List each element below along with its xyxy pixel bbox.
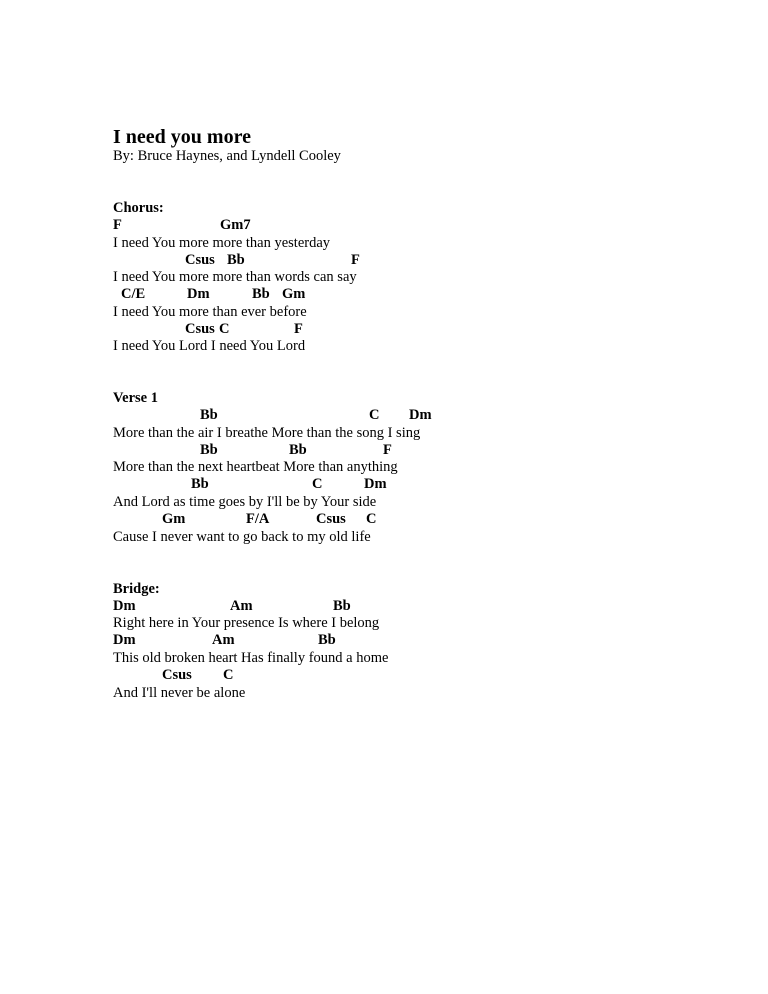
lyric-line: I need You more more than words can say (113, 269, 357, 285)
chord: Dm (187, 286, 210, 302)
chord: Bb (227, 252, 245, 268)
lyric-line: And I'll never be alone (113, 685, 246, 701)
chord: F/A (246, 511, 270, 527)
chord-line (113, 406, 432, 424)
chord-line (113, 631, 336, 649)
chord: Gm (282, 286, 306, 302)
chord-line (113, 475, 387, 493)
chord: Bb (318, 632, 336, 648)
chord: Am (212, 632, 235, 648)
chord: Bb (200, 407, 218, 423)
chord-line (113, 285, 306, 303)
chord-line (113, 216, 251, 234)
section-heading-verse-1: Verse 1 (113, 390, 158, 406)
chord: Bb (252, 286, 270, 302)
chord: C (223, 667, 234, 683)
song-byline: By: Bruce Haynes, and Lyndell Cooley (113, 148, 341, 164)
chord: F (383, 442, 392, 458)
lyric-line: Right here in Your presence Is where I belong (113, 615, 380, 631)
chord-line (113, 320, 303, 338)
chord: Dm (113, 598, 136, 614)
chord-line (113, 510, 377, 528)
lyric-line: Cause I never want to go back to my old life (113, 529, 371, 545)
lyric-line: I need You Lord I need You Lord (113, 338, 306, 354)
chord: F (294, 321, 303, 337)
chord: C (219, 321, 230, 337)
chord: Csus (316, 511, 346, 527)
lyric-line: And Lord as time goes by I'll be by Your side (113, 494, 377, 510)
section-heading-chorus: Chorus: (113, 200, 164, 216)
chord: Bb (191, 476, 209, 492)
song-title: I need you more (113, 126, 251, 148)
lyric-line: I need You more than ever before (113, 304, 307, 320)
chord: Dm (113, 632, 136, 648)
chord: Csus (185, 252, 215, 268)
chord: Csus (185, 321, 215, 337)
chord: Bb (200, 442, 218, 458)
chord: Bb (289, 442, 307, 458)
lyric-line: More than the air I breathe More than the song I sing (113, 425, 421, 441)
chord: Am (230, 598, 253, 614)
section-heading-bridge: Bridge: (113, 581, 160, 597)
chord-line (113, 251, 360, 269)
chord: C (369, 407, 380, 423)
chord: Dm (409, 407, 432, 423)
lyric-line: More than the next heartbeat More than anything (113, 459, 398, 475)
lyric-line: This old broken heart Has finally found a home (113, 650, 389, 666)
chord-line (113, 441, 392, 459)
chord: F (351, 252, 360, 268)
chord: C (312, 476, 323, 492)
lyric-line: I need You more more than yesterday (113, 235, 331, 251)
chord: C/E (121, 286, 146, 302)
chord: Gm7 (220, 217, 251, 233)
chord: C (366, 511, 377, 527)
chord-line (113, 597, 351, 615)
chord: F (113, 217, 122, 233)
chord: Bb (333, 598, 351, 614)
chord-line (113, 666, 234, 684)
song-sheet (113, 0, 753, 994)
chord: Csus (162, 667, 192, 683)
chord: Dm (364, 476, 387, 492)
chord: Gm (162, 511, 186, 527)
